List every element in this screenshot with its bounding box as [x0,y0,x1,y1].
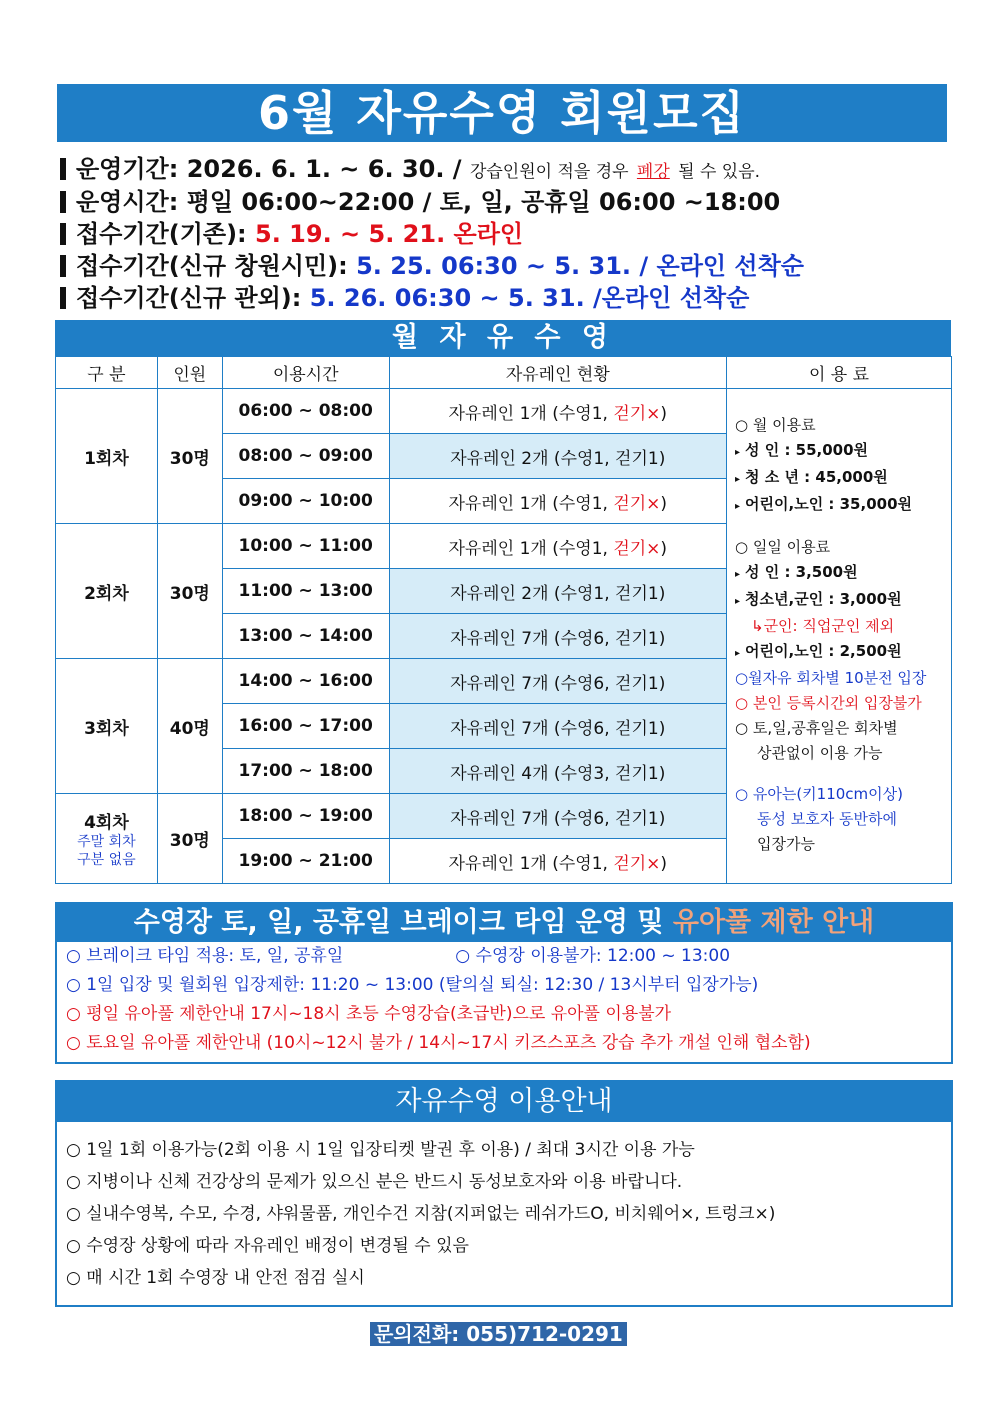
lane-cell: 자유레인 2개 (수영1, 걷기1) [389,434,726,479]
table-header-row [56,357,952,389]
bullet-bar [60,255,66,277]
info-registration-existing: 접수기간(기존): 5. 19. ~ 5. 21. 온라인 [60,219,523,249]
guide-title: 자유수영 이용안내 [57,1082,951,1122]
col-header-lane-status: 자유레인 현황 [389,357,726,389]
info-operation-period: 운영기간: 2026. 6. 1. ~ 6. 30. / 강습인원이 적을 경우 폐강 될 수 있음. [60,154,760,187]
group-cell: 2회차 [56,524,158,659]
time-cell: 11:00 ~ 13:00 [222,569,389,614]
lane-cell: 자유레인 7개 (수영6, 걷기1) [389,794,726,839]
col-header-category: 구 분 [56,357,158,389]
lane-cell: 자유레인 7개 (수영6, 걷기1) [389,614,726,659]
bullet-bar [60,287,66,309]
lane-cell: 자유레인 7개 (수영6, 걷기1) [389,659,726,704]
time-cell: 09:00 ~ 10:00 [222,479,389,524]
break-time-section [55,902,953,1064]
col-header-fees: 이 용 료 [727,357,952,389]
lane-cell: 자유레인 2개 (수영1, 걷기1) [389,569,726,614]
group-cell: 4회차 주말 회차 구분 없음 [56,794,158,884]
page-title: 6월 자유수영 회원모집 [57,84,947,142]
break-row: ○ 1일 입장 및 월회원 입장제한: 11:20 ~ 13:00 (탈의실 퇴실: 12:30 / 13시부터 입장가능) [66,975,759,995]
bullet-bar [60,191,66,213]
group-cell: 1회차 [56,389,158,524]
time-cell: 08:00 ~ 09:00 [222,434,389,479]
col-header-capacity: 인원 [157,357,222,389]
lane-cell: 자유레인 1개 (수영1, 걷기×) [389,479,726,524]
break-row: ○ 평일 유아풀 제한안내 17시~18시 초등 수영강습(초급반)으로 유아풀 이용불가 [66,1004,672,1024]
bullet-bar [60,223,66,245]
time-cell: 17:00 ~ 18:00 [222,749,389,794]
fees-cell: ○ 월 이용료 ▸ 성 인 : 55,000원 ▸ 청 소 년 : 45,000원 ▸ 어린이,노인 : 35,000원 ○ 일일 이용료 ▸ 성 인 : 3,500원 ▸ 청소년,군인 : 3,000원 ↳군인: 직업군인 제외 ▸ 어린이,노인 : 2,500원 ○월자유 회차별 10분전 입장 ○ 본인 등록시간외 입장불가 ○ 토,일,공휴일은 회차별 상관없이 이용 가능 ○ 유아는(키110cm이상) 동성 보호자 동반하에 입장가능 [727,389,952,884]
break-row: ○ 토요일 유아풀 제한안내 (10시~12시 불가 / 14시~17시 키즈스포츠 강습 추가 개설 인해 협소함) [66,1033,811,1053]
col-header-time: 이용시간 [222,357,389,389]
time-cell: 18:00 ~ 19:00 [222,794,389,839]
guide-item: ○ 매 시간 1회 수영장 내 안전 점검 실시 [66,1268,365,1288]
time-cell: 10:00 ~ 11:00 [222,524,389,569]
lane-cell: 자유레인 1개 (수영1, 걷기×) [389,524,726,569]
time-cell: 16:00 ~ 17:00 [222,704,389,749]
group-cell: 3회차 [56,659,158,794]
info-registration-new-outside: 접수기간(신규 관외): 5. 26. 06:30 ~ 5. 31. /온라인 선착순 [60,283,749,313]
schedule-header: 월 자 유 수 영 [55,320,951,356]
info-operation-hours: 운영시간: 평일 06:00~22:00 / 토, 일, 공휴일 06:00 ~18:00 [60,187,780,217]
capacity-cell: 30명 [157,524,222,659]
lane-cell: 자유레인 1개 (수영1, 걷기×) [389,839,726,884]
contact-phone: 문의전화: 055)712-0291 [370,1322,627,1346]
bullet-bar [60,158,66,180]
capacity-cell: 40명 [157,659,222,794]
info-registration-new-city: 접수기간(신규 창원시민): 5. 25. 06:30 ~ 5. 31. / 온라인 선착순 [60,251,804,281]
break-row: ○ 브레이크 타임 적용: 토, 일, 공휴일 ○ 수영장 이용불가: 12:00 ~ 13:00 [66,946,731,966]
guide-item: ○ 실내수영복, 수모, 수경, 샤워물품, 개인수건 지참(지퍼없는 레쉬가드O, 비치웨어×, 트렁크×) [66,1204,776,1224]
capacity-cell: 30명 [157,389,222,524]
time-cell: 06:00 ~ 08:00 [222,389,389,434]
guide-item: ○ 지병이나 신체 건강상의 문제가 있으신 분은 반드시 동성보호자와 이용 바랍니다. [66,1172,683,1192]
lane-cell: 자유레인 4개 (수영3, 걷기1) [389,749,726,794]
time-cell: 19:00 ~ 21:00 [222,839,389,884]
schedule-table [55,356,952,884]
guide-item: ○ 1일 1회 이용가능(2회 이용 시 1일 입장티켓 발권 후 이용) / 최대 3시간 이용 가능 [66,1140,695,1160]
guide-item: ○ 수영장 상황에 따라 자유레인 배정이 변경될 수 있음 [66,1236,469,1256]
time-cell: 13:00 ~ 14:00 [222,614,389,659]
lane-cell: 자유레인 7개 (수영6, 걷기1) [389,704,726,749]
table-row [56,389,952,434]
time-cell: 14:00 ~ 16:00 [222,659,389,704]
break-time-title: 수영장 토, 일, 공휴일 브레이크 타임 운영 및 유아풀 제한 안내 [57,904,951,942]
capacity-cell: 30명 [157,794,222,884]
lane-cell: 자유레인 1개 (수영1, 걷기×) [389,389,726,434]
guide-section [55,1080,953,1307]
